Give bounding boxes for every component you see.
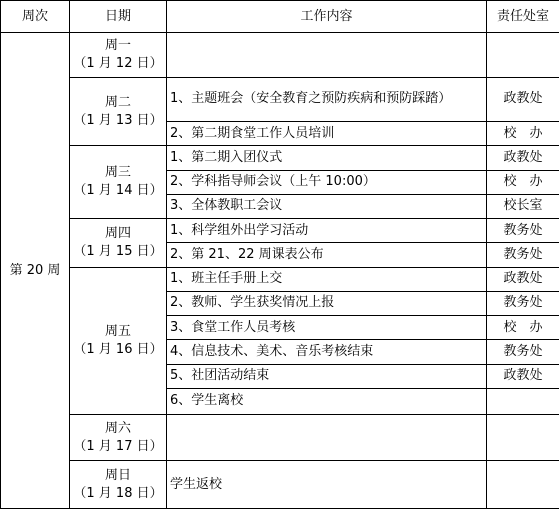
task-content: 1、科学组外出学习活动 [167, 219, 487, 243]
day-cell-fri [70, 267, 167, 414]
table-row [1, 33, 559, 77]
day-date: （1 月 13 日） [73, 112, 163, 128]
task-content: 6、学生离校 [167, 388, 487, 414]
task-office: 校 办 [487, 170, 559, 194]
task-office: 政教处 [487, 77, 559, 121]
day-cell-thu [70, 219, 167, 267]
task-office: 政教处 [487, 146, 559, 170]
day-date: （1 月 12 日） [73, 56, 163, 72]
task-content: 2、第二期食堂工作人员培训 [167, 122, 487, 146]
day-date: （1 月 18 日） [73, 485, 163, 501]
day-cell-sun [70, 461, 167, 509]
task-office [487, 388, 559, 414]
header-office: 责任处室 [487, 1, 559, 33]
task-content [167, 33, 487, 77]
task-content: 1、主题班会（安全教育之预防疾病和预防踩踏） [167, 77, 487, 121]
day-cell-sat [70, 414, 167, 460]
task-content: 学生返校 [167, 461, 487, 509]
day-name: 周六 [104, 420, 131, 436]
table-row [1, 219, 559, 243]
day-date: （1 月 16 日） [73, 341, 163, 357]
day-name: 周四 [104, 225, 131, 241]
day-date: （1 月 17 日） [73, 438, 163, 454]
header-content: 工作内容 [167, 1, 487, 33]
table-row [1, 146, 559, 170]
task-content: 2、第 21、22 周课表公布 [167, 243, 487, 267]
day-date: （1 月 15 日） [73, 243, 163, 259]
task-office: 教务处 [487, 340, 559, 364]
day-cell-tue [70, 77, 167, 146]
task-office: 教务处 [487, 243, 559, 267]
task-content: 1、第二期入团仪式 [167, 146, 487, 170]
day-name: 周三 [104, 165, 131, 181]
task-content: 5、社团活动结束 [167, 364, 487, 388]
task-content: 3、食堂工作人员考核 [167, 316, 487, 340]
header-row [1, 1, 559, 33]
week-cell: 第 20 周 [1, 33, 70, 509]
task-office: 校 办 [487, 316, 559, 340]
task-content: 4、信息技术、美术、音乐考核结束 [167, 340, 487, 364]
task-office: 教务处 [487, 219, 559, 243]
day-name: 周五 [104, 323, 131, 339]
day-name: 周日 [104, 467, 131, 483]
task-office: 教务处 [487, 291, 559, 315]
task-office: 政教处 [487, 364, 559, 388]
task-office [487, 33, 559, 77]
day-name: 周一 [104, 38, 131, 54]
header-week: 周次 [1, 1, 70, 33]
task-office: 校 办 [487, 122, 559, 146]
table-row [1, 267, 559, 291]
day-name: 周二 [104, 94, 131, 110]
task-office [487, 461, 559, 509]
task-office [487, 414, 559, 460]
task-office: 政教处 [487, 267, 559, 291]
task-content: 1、班主任手册上交 [167, 267, 487, 291]
table-row [1, 461, 559, 509]
table-row [1, 414, 559, 460]
day-cell-mon [70, 33, 167, 77]
task-office: 校长室 [487, 194, 559, 218]
day-cell-wed [70, 146, 167, 219]
task-content: 3、全体教职工会议 [167, 194, 487, 218]
day-date: （1 月 14 日） [73, 183, 163, 199]
header-date: 日期 [70, 1, 167, 33]
task-content [167, 414, 487, 460]
task-content: 2、教师、学生获奖情况上报 [167, 291, 487, 315]
task-content: 2、学科指导师会议（上午 10:00） [167, 170, 487, 194]
table-row [1, 77, 559, 121]
